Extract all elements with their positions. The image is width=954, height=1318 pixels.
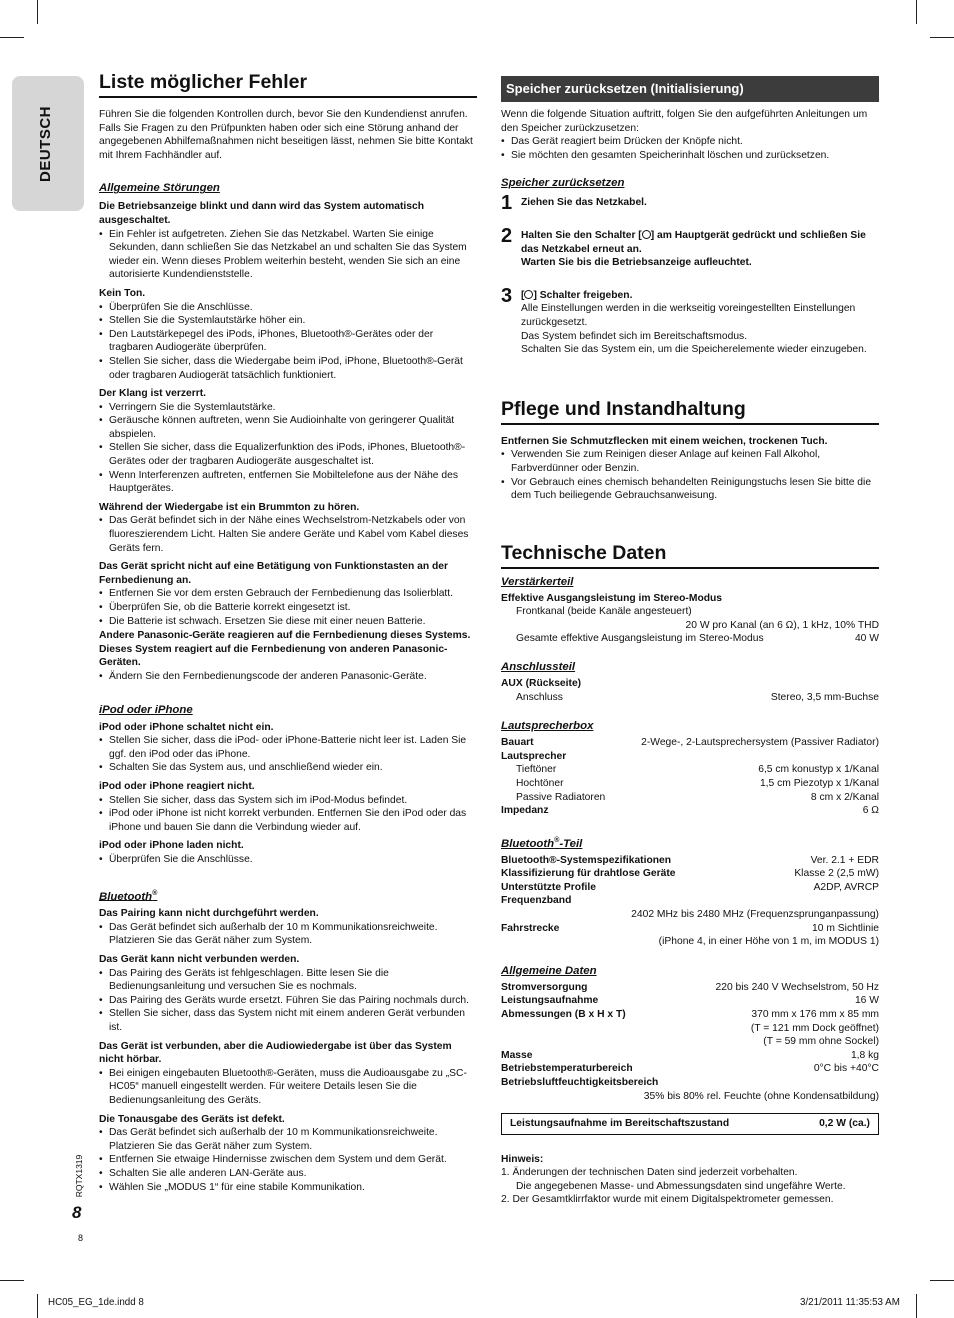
crop-mark bbox=[930, 1280, 954, 1281]
intro-text: Führen Sie die folgenden Kontrollen durch, bevor Sie den Kundendienst anrufen. Falls Sie Fragen zu den Prüfpunkten haben oder sich eine Störung anhand der angegebenen Abhilfemaßnahmen nicht beseitigen lässt, nehmen Sie bitte Kontakt mit Ihrem Fachhändler auf. bbox=[99, 109, 473, 161]
section-title: iPod oder iPhone bbox=[99, 703, 193, 716]
problem-heading: Der Klang ist verzerrt. bbox=[99, 388, 207, 400]
list-item: • Stellen Sie die Systemlautstärke höher ein. bbox=[99, 314, 477, 328]
problem-heading: iPod oder iPhone laden nicht. bbox=[99, 840, 244, 852]
list-item: • Das Pairing des Geräts ist fehlgeschlagen. Bitte lesen Sie die Bedienungsanleitung und versuchen Sie es nochmals. bbox=[99, 967, 477, 994]
page-number-small: 8 bbox=[78, 1233, 84, 1243]
remedy-list bbox=[99, 301, 477, 383]
list-item: • Stellen Sie sicher, dass die Equalizerfunktion des iPods, iPhones, Bluetooth®-Gerätes oder der tragbaren Audiogeräte ausgeschaltet ist. bbox=[99, 441, 477, 468]
problem-heading: iPod oder iPhone reagiert nicht. bbox=[99, 780, 255, 792]
list-item: • Überprüfen Sie die Anschlüsse. bbox=[99, 301, 477, 315]
spec-subtitle: Anschlussteil bbox=[501, 661, 576, 674]
spec-row: Gesamte effektive Ausgangsleistung im Stereo-Modus 40 W bbox=[516, 633, 879, 645]
list-item: • iPod oder iPhone ist nicht korrekt verbunden. Entfernen Sie den iPod oder das iPhone und bauen Sie dann die Verbindung wieder auf. bbox=[99, 807, 477, 834]
list-item: • Das Pairing des Geräts wurde ersetzt. Führen Sie das Pairing nochmals durch. bbox=[99, 994, 477, 1008]
spec-subtitle: Lautsprecherbox bbox=[501, 720, 594, 733]
remedy-list bbox=[99, 967, 477, 1035]
list-item: • Das Gerät reagiert beim Drücken der Knöpfe nicht. bbox=[501, 135, 879, 149]
spec-row: Hochtöner 1,5 cm Piezotyp x 1/Kanal bbox=[516, 778, 879, 790]
problem-heading: Das Gerät spricht nicht auf eine Betätigung von Funktionstasten an der Fernbedienung an. bbox=[99, 561, 449, 586]
spec-row: Passive Radiatoren 8 cm x 2/Kanal bbox=[516, 791, 879, 803]
problem-heading: Die Tonausgabe des Geräts ist defekt. bbox=[99, 1113, 285, 1125]
problem-heading: iPod oder iPhone schaltet nicht ein. bbox=[99, 721, 274, 733]
list-item: • Geräusche können auftreten, wenn Sie Audioinhalte von geringerer Qualität abspielen. bbox=[99, 414, 477, 441]
crop-mark bbox=[37, 0, 38, 24]
spec-row: Abmessungen (B x H x T) 370 mm x 176 mm x 85 mm bbox=[501, 1008, 879, 1020]
step-number: 3 bbox=[501, 284, 513, 307]
list-item: • Verringern Sie die Systemlautstärke. bbox=[99, 401, 477, 415]
spec-row: Unterstützte Profile A2DP, AVRCP bbox=[501, 881, 879, 893]
left-column bbox=[99, 70, 477, 1194]
remedy-list bbox=[99, 670, 477, 684]
remedy-list bbox=[99, 228, 477, 282]
spec-row: Klassifizierung für drahtlose Geräte Klasse 2 (2,5 mW) bbox=[501, 868, 879, 880]
reset-step-3: 3 [ ] Schalter freigeben. Alle Einstellungen werden in die werkseitig voreingestellten Einstellungen zurückgesetzt. Das System befindet sich im Bereitschaftsmodus. Schalten Sie das System ein, um die Speicherelemente wieder einzugeben. bbox=[501, 284, 867, 356]
crop-mark bbox=[930, 37, 954, 38]
spec-row: Anschluss Stereo, 3,5 mm-Buchse bbox=[516, 691, 879, 703]
spec-row: Tieftöner 6,5 cm konustyp x 1/Kanal bbox=[516, 764, 879, 776]
list-item: • Die Batterie ist schwach. Ersetzen Sie diese mit einer neuen Batterie. bbox=[99, 615, 477, 629]
reset-intro: Wenn die folgende Situation auftritt, folgen Sie den aufgeführten Anleitungen um den Speicher zurückzusetzen: bbox=[501, 109, 868, 134]
spec-row: Stromversorgung 220 bis 240 V Wechselstrom, 50 Hz bbox=[501, 981, 879, 993]
remedy-list bbox=[99, 514, 477, 555]
list-item: • Das Gerät befindet sich in der Nähe eines Wechselstrom-Netzkabels oder von fluoreszierendem Licht. Halten Sie andere Geräte und Kabel vom Kabel dieses Geräts fern. bbox=[99, 514, 477, 555]
page-title: Liste möglicher Fehler bbox=[99, 70, 477, 98]
spec-row: Impedanz 6 Ω bbox=[501, 805, 879, 817]
standby-power-box: Leistungsaufnahme im Bereitschaftszustand 0,2 W (ca.) bbox=[501, 1113, 879, 1135]
notes-title: Hinweis: bbox=[501, 1153, 544, 1165]
care-title: Pflege und Instandhaltung bbox=[501, 397, 879, 425]
problem-heading: Das Gerät kann nicht verbunden werden. bbox=[99, 954, 300, 966]
spec-row: Betriebstemperaturbereich 0°C bis +40°C bbox=[501, 1063, 879, 1075]
list-item: • Entfernen Sie etwaige Hindernisse zwischen dem System und dem Gerät. bbox=[99, 1153, 477, 1167]
list-item: • Überprüfen Sie, ob die Batterie korrekt eingesetzt ist. bbox=[99, 601, 477, 615]
list-item: • Entfernen Sie vor dem ersten Gebrauch der Fernbedienung das Isolierblatt. bbox=[99, 587, 477, 601]
list-item: • Ein Fehler ist aufgetreten. Ziehen Sie das Netzkabel. Warten Sie einige Sekunden, dann schließen Sie das Netzkabel an und schalten Sie das System wieder ein. Wenn dieses Problem weiterhin besteht, wenden Sie sich an eine autorisierte Kundendienststelle. bbox=[99, 228, 477, 282]
remedy-list bbox=[99, 853, 477, 867]
crop-mark bbox=[0, 37, 24, 38]
problem-heading: Dieses System reagiert auf die Fernbedienung von anderen Panasonic-Geräten. bbox=[99, 643, 448, 669]
list-item: • Vor Gebrauch eines chemisch behandelten Reinigungstuchs lesen Sie bitte die dem Tuch beiliegende Gebrauchsanweisung. bbox=[501, 476, 879, 503]
problem-heading: Das Gerät ist verbunden, aber die Audiowiedergabe ist über das System nicht hörbar. bbox=[99, 1040, 452, 1066]
list-item: • Ändern Sie den Fernbedienungscode der anderen Panasonic-Geräte. bbox=[99, 670, 477, 684]
section-title: Bluetooth® bbox=[99, 889, 158, 903]
note-item: Die angegebenen Masse- und Abmessungsdaten sind ungefähre Werte. bbox=[516, 1180, 846, 1192]
spec-row: Bauart 2-Wege-, 2-Lautsprechersystem (Passiver Radiator) bbox=[501, 737, 879, 749]
care-list bbox=[501, 448, 879, 502]
crop-mark bbox=[916, 1294, 917, 1318]
list-item: • Schalten Sie das System aus, und anschließend wieder ein. bbox=[99, 761, 477, 775]
crop-mark bbox=[37, 1294, 38, 1318]
problem-heading: Das Pairing kann nicht durchgeführt werden. bbox=[99, 908, 319, 920]
list-item: • Schalten Sie alle anderen LAN-Geräte aus. bbox=[99, 1167, 477, 1181]
step-number: 2 bbox=[501, 224, 513, 247]
reset-section-title: Speicher zurücksetzen (Initialisierung) bbox=[501, 76, 879, 102]
remedy-list bbox=[99, 734, 477, 775]
care-lead: Entfernen Sie Schmutzflecken mit einem weichen, trockenen Tuch. bbox=[501, 435, 828, 447]
problem-heading: Andere Panasonic-Geräte reagieren auf die Fernbedienung dieses Systems. bbox=[99, 630, 471, 642]
footer-file: HC05_EG_1de.indd 8 bbox=[48, 1297, 144, 1308]
list-item: • Das Gerät befindet sich außerhalb der 10 m Kommunikationsreichweite. Platzieren Sie das Gerät näher zum System. bbox=[99, 921, 477, 948]
list-item: • Bei einigen eingebauten Bluetooth®-Geräten, muss die Audioausgabe zu „SC-HC05“ manuell eingestellt werden. Für weitere Details lesen Sie die Bedienungsanleitung des Geräts. bbox=[99, 1067, 477, 1108]
remedy-list bbox=[99, 1067, 477, 1108]
step-number: 1 bbox=[501, 192, 513, 215]
problem-heading: Kein Ton. bbox=[99, 287, 146, 299]
reset-subtitle: Speicher zurücksetzen bbox=[501, 177, 625, 190]
footer-timestamp: 3/21/2011 11:35:53 AM bbox=[800, 1297, 900, 1308]
list-item: • Den Lautstärkepegel des iPods, iPhones, Bluetooth®-Gerätes oder der tragbaren Audiogeräte überprüfen. bbox=[99, 328, 477, 355]
list-item: • Sie möchten den gesamten Speicherinhalt löschen und zurücksetzen. bbox=[501, 149, 879, 163]
crop-mark bbox=[0, 1280, 24, 1281]
spec-subtitle: Verstärkerteil bbox=[501, 575, 574, 588]
language-tab-label: DEUTSCH bbox=[37, 105, 55, 183]
reset-step-2: 2 Halten Sie den Schalter [ ] am Hauptgerät gedrückt und schließen Sie das Netzkabel erneut an. Warten Sie bis die Betriebsanzeige aufleuchtet. bbox=[501, 224, 866, 269]
problem-heading: Die Betriebsanzeige blinkt und dann wird das System automatisch ausgeschaltet. bbox=[99, 201, 424, 226]
list-item: • Verwenden Sie zum Reinigen dieser Anlage auf keinen Fall Alkohol, Farbverdünner oder Benzin. bbox=[501, 448, 879, 475]
note-item: 2. Der Gesamtklirrfaktor wurde mit einem Digitalspektrometer gemessen. bbox=[501, 1194, 834, 1206]
list-item: • Stellen Sie sicher, dass die iPod- oder iPhone-Batterie nicht leer ist. Laden Sie ggf. den iPod oder das iPhone. bbox=[99, 734, 477, 761]
list-item: • Überprüfen Sie die Anschlüsse. bbox=[99, 853, 477, 867]
remedy-list bbox=[99, 921, 477, 948]
reset-conditions bbox=[501, 135, 879, 162]
list-item: • Stellen Sie sicher, dass das System nicht mit einem anderen Gerät verbunden ist. bbox=[99, 1007, 477, 1034]
remedy-list bbox=[99, 794, 477, 835]
remedy-list bbox=[99, 1126, 477, 1194]
remedy-list bbox=[99, 401, 477, 496]
reset-step-1: 1 Ziehen Sie das Netzkabel. bbox=[501, 192, 647, 215]
specs-title: Technische Daten bbox=[501, 541, 879, 569]
doc-code: RQTX1319 bbox=[74, 1154, 85, 1198]
spec-row: Masse 1,8 kg bbox=[501, 1049, 879, 1061]
list-item: • Wenn Interferenzen auftreten, entfernen Sie Mobiltelefone aus der Nähe des Hauptgerätes. bbox=[99, 469, 477, 496]
remedy-list bbox=[99, 587, 477, 628]
crop-mark bbox=[916, 0, 917, 24]
note-item: 1. Änderungen der technischen Daten sind jederzeit vorbehalten. bbox=[501, 1167, 798, 1179]
spec-row: Bluetooth®-Systemspezifikationen Ver. 2.1 + EDR bbox=[501, 854, 879, 866]
right-column: Speicher zurücksetzen (Initialisierung) Wenn die folgende Situation auftritt, folgen Sie den aufgeführten Anleitungen um den Speicher zurückzusetzen: • Das Gerät reagiert beim Drücken der Knöpfe nicht. • Sie möchten den gesamten Speicherinhalt löschen und zurücksetzen. Speicher zurücksetzen 1 Ziehen Sie das Netzkabel. 2 Halten Sie den Schalter [ ] am Hauptgerät gedrückt und schließen Sie das Netzkabel erneut an. Warten Sie bis die Betriebsanzeige aufleuchtet. 3 [ ] Schalter freigeben. Alle Einstellungen werden in die werkseitig voreingestellten Einstellungen zurückgesetzt. Das System befindet sich im Bereitschaftsmodus. Schalten Sie das System ein, um die Speicherelemente wieder einzugeben. Pflege und Instandhaltung Entfernen Sie Schmutzflecken mit einem weichen, trockenen Tuch. • Verwenden Sie zum Reinigen dieser Anlage auf keinen Fall Alkohol, Farbverdünner oder Benzin. • Vor Gebrauch eines chemisch behandelten Reinigungstuchs lesen Sie bitte die dem Tuch beiliegende Gebrauchsanweisung. Technische Daten Verstärkerteil Effektive Ausgangsleistung im Stereo-Modus Frontkanal (beide Kanäle angesteuert) 20 W pro Kanal (an 6 Ω), 1 kHz, 10% THD Gesamte effektive Ausgangsleistung im Stereo-Modus 40 W Anschlussteil AUX (Rückseite) Anschluss Stereo, 3,5 mm-Buchse Lautsprecherbox Bauart 2-Wege-, 2-Lautsprechersystem (Passiver Radiator) Lautsprecher Tieftöner 6,5 cm konustyp x 1/Kanal Hochtöner 1,5 cm Piezotyp x 1/Kanal Passive Radiatoren 8 cm x 2/Kanal Impedanz 6 Ω Bluetooth®-Teil Bluetooth®-Systemspezifikationen Ver. 2.1 + EDR Klassifizierung für drahtlose Geräte Klasse 2 (2,5 mW) Unterstützte Profile A2DP, AVRCP Frequenzband 2402 MHz bis 2480 MHz (Frequenzsprunganpassung) Fahrstrecke 10 m Sichtlinie (iPhone 4, in einer Höhe von 1 m, im MODUS 1) Allgemeine Daten Stromversorgung 220 bis 240 V Wechselstrom, 50 Hz Leistungsaufnahme 16 W Abmessungen (B x H x T) 370 mm x 176 mm x 85 mm (T = 121 mm Dock geöffnet) (T = 59 mm ohne Sockel) Masse 1,8 kg Betriebstemperaturbereich 0°C bis +40°C Betriebsluftfeuchtigkeitsbereich 35% bis 80% rel. Feuchte (ohne Kondensatbildung) Leistungsaufnahme im Bereitschaftszustand 0,2 W (ca.) Hinweis: 1. Änderungen der technischen Daten sind jederzeit vorbehalten. Die angegebenen Masse- und Abmessungsdaten sind ungefähre Werte. 2. Der Gesamtklirrfaktor wurde mit einem Digitalspektrometer gemessen. bbox=[501, 76, 879, 1207]
list-item: • Wählen Sie „MODUS 1“ für eine stabile Kommunikation. bbox=[99, 1181, 477, 1195]
list-item: • Das Gerät befindet sich außerhalb der 10 m Kommunikationsreichweite. Platzieren Sie das Gerät näher zum System. bbox=[99, 1126, 477, 1153]
problem-heading: Während der Wiedergabe ist ein Brummton zu hören. bbox=[99, 501, 360, 513]
section-title: Allgemeine Störungen bbox=[99, 182, 220, 195]
spec-row: Leistungsaufnahme 16 W bbox=[501, 995, 879, 1007]
spec-row: Fahrstrecke 10 m Sichtlinie bbox=[501, 922, 879, 934]
list-item: • Stellen Sie sicher, dass das System sich im iPod-Modus befindet. bbox=[99, 794, 477, 808]
page-number: 8 bbox=[72, 1203, 82, 1222]
spec-subtitle: Allgemeine Daten bbox=[501, 964, 597, 977]
spec-subtitle: Bluetooth®-Teil bbox=[501, 836, 583, 850]
list-item: • Stellen Sie sicher, dass die Wiedergabe beim iPod, iPhone, Bluetooth®-Gerät oder tragbaren Audiogerät tatsächlich funktioniert. bbox=[99, 355, 477, 382]
power-icon bbox=[642, 230, 651, 239]
